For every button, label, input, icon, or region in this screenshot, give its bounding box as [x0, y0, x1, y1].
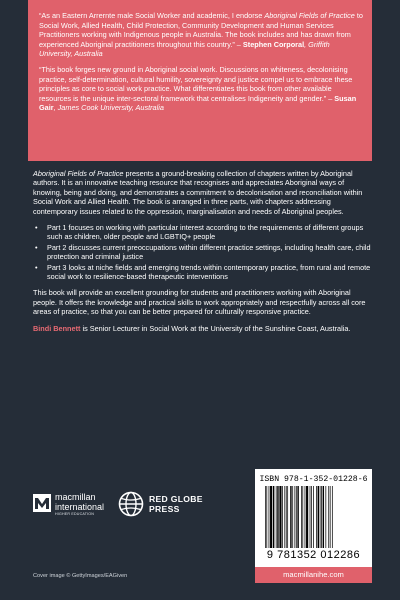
publisher-website: macmillanihe.com [255, 567, 372, 583]
isbn-barcode [255, 469, 372, 567]
endorsement-2-text: “This book forges new ground in Aboriginal social work. Discussions on whiteness, decolonising practice, self-determination, cultural humility, sovereignty and justice compel us to embrace these principles as core to social work practice. What differentiates this book from other available resources is the unique inter-sectoral framework that centralises Indigeneity and gender.” – [39, 64, 353, 103]
blurb-intro-text: presents a ground-breaking collection of chapters written by Aboriginal authors. It is an innovative teaching resource that recognises and appreciates Aboriginal ways of knowing, being and doing, and demonstrates a commitment to decolonisation and reconciliation within Social Work and Allied Health. The book is arranged in three parts, with chapters addressing contemporary issues related to the oppression, marginalisation and needs of Aboriginal peoples. [33, 169, 363, 216]
bullet: • [35, 262, 38, 272]
barcode-number: 9 781352 012286 [266, 549, 361, 561]
red-globe-press-logo [118, 489, 223, 519]
barcode-bar [286, 486, 287, 548]
barcode-bar [295, 486, 296, 548]
barcode-bar [316, 486, 317, 548]
barcode-bar [296, 486, 297, 548]
endorsement-1-text: “As an Eastern Arrernte male Social Worker and academic, I endorse [39, 11, 265, 20]
barcode-bar [269, 486, 270, 548]
list-item-text: Part 2 discusses current preoccupations within different practice settings, including health care, child protection and criminal justice [47, 242, 371, 262]
barcode-bar [276, 486, 277, 548]
endorsement-1-author: Stephen Corporal [242, 39, 305, 49]
barcode-bar [302, 486, 303, 548]
author-bio-text: is Senior Lecturer in Social Work at the University of the Sunshine Coast, Australia. [80, 323, 351, 333]
barcode-bar [311, 486, 312, 548]
macmillan-m-icon [33, 494, 51, 512]
barcode-bar [287, 486, 288, 548]
endorsement-1-affiliation: , Griffith University, Australia [39, 39, 330, 59]
macmillan-line2: international [55, 501, 105, 512]
barcode-bar [297, 486, 298, 548]
blurb-book-title: Aboriginal Fields of Practice [33, 169, 124, 178]
list-item [33, 263, 373, 282]
blurb-intro [33, 169, 373, 216]
barcode-bar [305, 486, 306, 548]
rgp-line2: PRESS [149, 504, 180, 514]
barcode-bar [277, 486, 278, 548]
author-bio [33, 324, 373, 333]
endorsement-2 [39, 65, 363, 113]
endorsement-1-book-title: Aboriginal Fields of Practice [264, 11, 355, 20]
macmillan-line1: macmillan [55, 492, 96, 502]
barcode-bar [321, 486, 322, 548]
barcode-bars [265, 486, 363, 548]
barcode-bar [279, 486, 281, 548]
bullet: • [35, 242, 38, 252]
bullet: • [35, 223, 38, 233]
macmillan-logo [33, 489, 108, 519]
endorsement-2-affiliation: , James Cook University, Australia [53, 103, 164, 113]
barcode-bar [266, 486, 267, 548]
list-item [33, 243, 373, 262]
endorsement-1 [39, 11, 363, 59]
barcode-bar [330, 486, 331, 548]
blurb [33, 169, 373, 340]
list-item-text: Part 3 looks at niche fields and emerging trends within contemporary practice, from rural and remote social work to resilience-based therapeutic interventions [47, 262, 371, 282]
barcode-bar [292, 486, 293, 548]
barcode-bar [273, 486, 274, 548]
endorsement-1-text-rest: to Social Work, Allied Health, Child Protection, Community Development and Human Services Practitioners working with Indigenous people in Australia. The book includes and has drawn from experienced Aboriginal practitioners throughout this country.” – [39, 11, 363, 49]
globe-icon [118, 491, 144, 517]
endorsement-box [28, 0, 372, 161]
endorsement-2-author: Susan Gair [39, 93, 357, 113]
barcode-bar [284, 486, 285, 548]
author-name: Bindi Bennett [33, 323, 81, 333]
barcode-bar [265, 486, 266, 548]
barcode-bar [290, 486, 291, 548]
barcode-bar [270, 486, 272, 548]
barcode-bar [320, 486, 321, 548]
barcode-bar [301, 486, 302, 548]
red-globe-press-wordmark [149, 494, 203, 514]
macmillan-subtitle: HIGHER EDUCATION [55, 512, 95, 516]
barcode-bar [323, 486, 324, 548]
barcode-bar [310, 486, 311, 548]
barcode-bar [313, 486, 314, 548]
barcode-bar [325, 486, 326, 548]
barcode-bar [328, 486, 329, 548]
barcode-bar [306, 486, 308, 548]
list-item [33, 223, 373, 242]
barcode-bar [332, 486, 333, 548]
barcode-bar [318, 486, 319, 548]
macmillan-wordmark [55, 493, 104, 512]
isbn-label: ISBN 978-1-352-01228-6 [259, 475, 368, 484]
rgp-line1: RED GLOBE [149, 494, 203, 504]
list-item-text: Part 1 focuses on working with particular interest according to the requirements of different groups such as children, older people and LGBTIQ+ people [47, 223, 364, 242]
barcode-bar [282, 486, 283, 548]
parts-list [33, 223, 373, 281]
publisher-logos [33, 489, 223, 519]
blurb-closing: This book will provide an excellent grounding for students and practitioners working with Aboriginal people. It offers the knowledge and practical skills to work appropriately and respectfully across all core areas of practice, so that you can be better prepared for culturally responsive practice. [33, 288, 366, 317]
cover-image-credit: Cover image © GettyImages/EAGiven [33, 573, 128, 579]
